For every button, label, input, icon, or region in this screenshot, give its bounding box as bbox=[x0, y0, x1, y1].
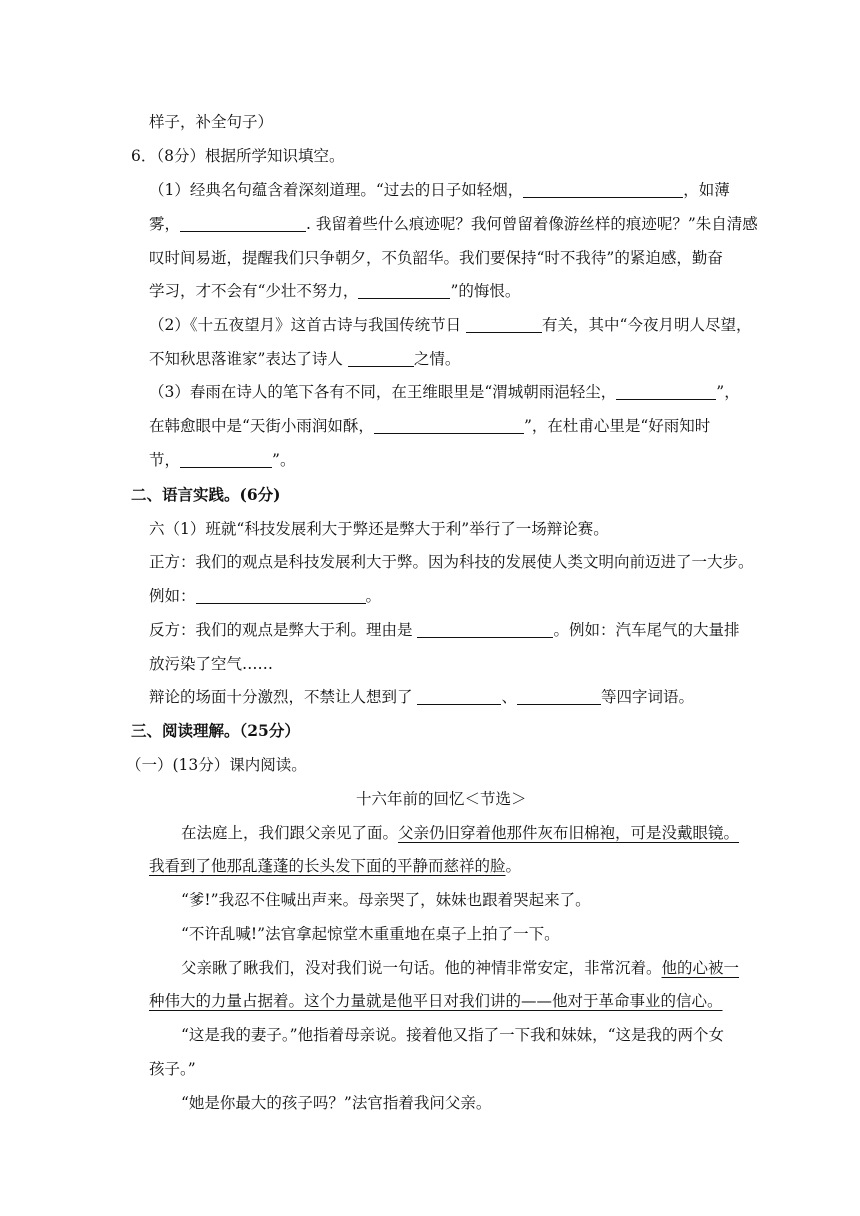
text: ”， bbox=[716, 383, 740, 401]
text: 、 bbox=[501, 688, 517, 706]
text-line: 叹时间易逝，提醒我们只争朝夕，不负韶华。我们要保持“时不我待”的紧迫感，勤奋 bbox=[149, 249, 723, 267]
text: 学习，才不会有“少壮不努力， bbox=[149, 282, 359, 300]
text: 父亲瞅了瞅我们，没对我们说一句话。他的神情非常安定，非常沉着。 bbox=[181, 959, 662, 977]
question-6-heading: 6．（8分）根据所学知识填空。 bbox=[131, 147, 345, 165]
text-line bbox=[149, 315, 751, 335]
text-line bbox=[149, 416, 710, 436]
text-line: “她是你最大的孩子吗？”法官指着我问父亲。 bbox=[181, 1094, 492, 1112]
text: 在韩愈眼中是“天街小雨润如酥， bbox=[149, 417, 374, 435]
text-line bbox=[149, 620, 739, 640]
section-3-heading: 三、阅读理解。（25分） bbox=[131, 721, 300, 740]
text-line bbox=[149, 281, 520, 301]
answer-blank[interactable] bbox=[180, 451, 272, 468]
text-line bbox=[149, 586, 381, 606]
answer-blank[interactable] bbox=[374, 417, 524, 434]
text: 节， bbox=[149, 451, 181, 469]
text: 有关，其中“今夜月明人尽望， bbox=[542, 316, 752, 334]
answer-blank[interactable] bbox=[466, 316, 542, 333]
text: ”，在杜甫心里是“好雨知时 bbox=[523, 417, 711, 435]
answer-blank[interactable] bbox=[180, 215, 306, 232]
text-line: 放污染了空气…… bbox=[149, 655, 274, 673]
underlined-text: 我看到了他那乱蓬蓬的长头发下面的平静而慈祥的脸 bbox=[149, 857, 506, 875]
text-line bbox=[181, 958, 739, 978]
text: 不知秋思落谁家”表达了诗人 bbox=[149, 350, 348, 368]
text-line: “不许乱喊!”法官拿起惊堂木重重地在桌子上拍了一下。 bbox=[181, 925, 560, 943]
text: 。例如：汽车尾气的大量排 bbox=[553, 621, 740, 639]
text-line: “爹!”我忍不住喊出声来。母亲哭了，妹妹也跟着哭起来了。 bbox=[181, 891, 591, 909]
text: （3）春雨在诗人的笔下各有不同，在王维眼里是“渭城朝雨浥轻尘， bbox=[149, 383, 617, 401]
text-line bbox=[149, 856, 521, 876]
text-line bbox=[149, 687, 694, 707]
answer-blank[interactable] bbox=[616, 383, 716, 400]
answer-blank[interactable] bbox=[523, 181, 683, 198]
text: ，如薄 bbox=[683, 181, 730, 199]
text-line: 孩子。” bbox=[149, 1060, 196, 1078]
text-line: 样子，补全句子） bbox=[149, 113, 274, 131]
text-line bbox=[149, 214, 758, 234]
text: . 我留着些什么痕迹呢？我何曾留着像游丝样的痕迹呢？”朱自清感 bbox=[306, 215, 758, 233]
passage-title: 十六年前的回忆＜节选＞ bbox=[356, 790, 527, 808]
text: 辩论的场面十分激烈，不禁让人想到了 bbox=[149, 688, 418, 706]
text: 例如： bbox=[149, 587, 196, 605]
text: 雾， bbox=[149, 215, 181, 233]
text: （1）经典名句蕴含着深刻道理。“过去的日子如轻烟， bbox=[149, 181, 524, 199]
subsection-heading: （一）(13分）课内阅读。 bbox=[126, 756, 307, 774]
text: 反方：我们的观点是弊大于利。理由是 bbox=[149, 621, 418, 639]
text-line bbox=[149, 382, 740, 402]
text: ”的悔恨。 bbox=[450, 282, 521, 300]
section-2-heading: 二、语言实践。(6分) bbox=[131, 485, 281, 504]
text-line bbox=[149, 349, 460, 369]
text-line bbox=[181, 823, 739, 843]
text-line bbox=[149, 180, 730, 200]
text: 在法庭上，我们跟父亲见了面。 bbox=[181, 824, 399, 842]
answer-blank[interactable] bbox=[348, 350, 414, 367]
answer-blank[interactable] bbox=[417, 621, 553, 638]
text: ”。 bbox=[272, 451, 296, 469]
text-line bbox=[149, 991, 723, 1011]
answer-blank[interactable] bbox=[358, 282, 450, 299]
text: 之情。 bbox=[413, 350, 461, 368]
underlined-text: 种伟大的力量占据着。这个力量就是他平日对我们讲的——他对于革命事业的信心。 bbox=[149, 992, 723, 1010]
answer-blank[interactable] bbox=[196, 587, 366, 604]
underlined-text: 他的心被一 bbox=[661, 959, 740, 977]
text: 。 bbox=[505, 857, 522, 875]
text: 等四字词语。 bbox=[600, 688, 694, 706]
text: （2）《十五夜望月》这首古诗与我国传统节日 bbox=[149, 316, 467, 334]
text-line: “这是我的妻子。”他指着母亲说。接着他又指了一下我和妹妹，“这是我的两个女 bbox=[181, 1026, 725, 1044]
answer-blank[interactable] bbox=[417, 688, 501, 705]
answer-blank[interactable] bbox=[517, 688, 601, 705]
text: 。 bbox=[365, 587, 382, 605]
text-line: 正方：我们的观点是科技发展利大于弊。因为科技的发展使人类文明向前迈进了一大步。 bbox=[149, 553, 754, 571]
text-line bbox=[149, 450, 295, 470]
text-line: 六（1）班就“科技发展利大于弊还是弊大于利”举行了一场辩论赛。 bbox=[149, 520, 609, 538]
underlined-text: 父亲仍旧穿着他那件灰布旧棉袍，可是没戴眼镜。 bbox=[398, 824, 740, 842]
